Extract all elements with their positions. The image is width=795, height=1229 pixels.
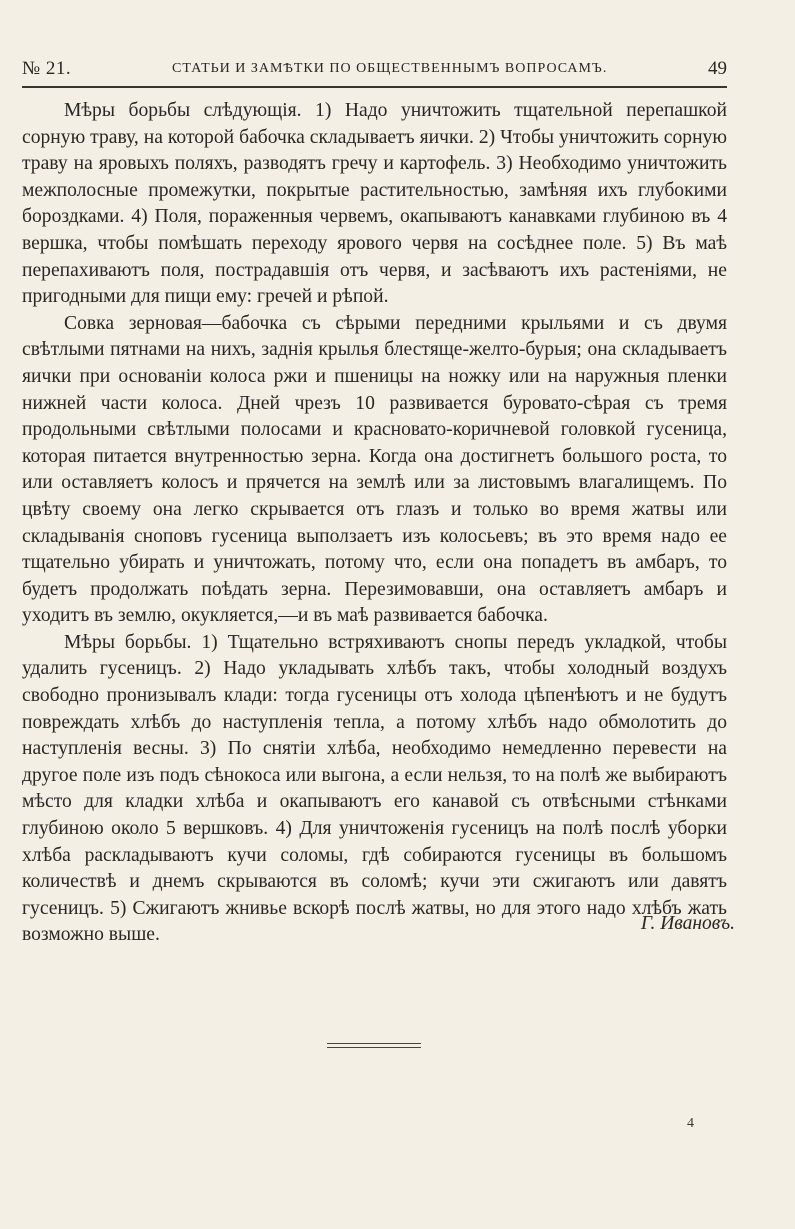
end-rule-bottom — [327, 1047, 421, 1048]
paragraph-grain-moth: Совка зерновая—бабочка съ сѣрыми передними крыльями и съ двумя свѣтлыми пятнами на нихъ, заднія крылья блестяще-желто-бурыя; она складываетъ яички при основаніи колоса ржи и пшеницы на ножку или на наружныя пленки нижней части колоса. Дней чрезъ 10 развивается буровато-сѣрая съ тремя продольными свѣтлыми полосами и красновато-коричневой головкой гусеница, которая питается внутренностью зерна. Когда она достигнетъ большого роста, то или оставляетъ колосъ и прячется на землѣ или за листовымъ влагалищемъ. По цвѣту своему она легко скрывается отъ глазъ и только во время жатвы или складыванія сноповъ гусеница выползаетъ изъ колосьевъ; въ это время надо ее тщательно убирать и уничтожать, потому что, если она попадетъ въ амбаръ, то будетъ продолжать поѣдать зерна. Перезимовавши, она оставляетъ амбаръ и уходитъ въ землю, окукляется,—и въ маѣ развивается бабочка. — [22, 312, 727, 627]
issue-number: № 21. — [22, 58, 72, 79]
sheet-signature-mark: 4 — [687, 1116, 694, 1131]
paragraph-control-measures-1: Мѣры борьбы слѣдующія. 1) Надо уничтожить тщательной перепашкой сорную траву, на которой бабочка складываетъ яички. 2) Чтобы уничтожить сорную траву на яровыхъ поляхъ, разводятъ гречу и картофель. 3) Необходимо уничтожить межполосные промежутки, покрытые растительностью, замѣняя ихъ глубокими бороздками. 4) Поля, пораженныя червемъ, окапываютъ канавками глубиною въ 4 вершка, чтобы помѣшать переходу ярового червя на сосѣднее поле. 5) Въ маѣ перепахиваютъ поля, пострадавшія отъ червя, и засѣваютъ ихъ растеніями, не пригодными для пищи ему: гречей и рѣпой. — [22, 100, 727, 308]
page-header — [22, 56, 727, 84]
header-rule — [22, 86, 727, 88]
article-body — [22, 98, 727, 949]
paragraph-control-measures-2: Мѣры борьбы. 1) Тщательно встряхиваютъ снопы передъ укладкой, чтобы удалить гусеницъ. 2) Надо укладывать хлѣбъ такъ, чтобы холодный воздухъ свободно пронизывалъ клади: тогда гусеницы отъ холода цѣпенѣютъ и не будутъ повреждать хлѣбъ до наступленія тепла, а потому хлѣбъ надо обмолотить до наступленія весны. 3) По снятіи хлѣба, необходимо немедленно перевести на другое поле изъ подъ сѣнокоса или выгона, а если нельзя, то на полѣ же выбираютъ мѣсто для кладки хлѣба и окапываютъ его канавой съ отвѣсными стѣнками глубиною около 5 вершковъ. 4) Для уничтоженія гусеницъ на полѣ послѣ уборки хлѣба раскладываютъ кучи соломы, гдѣ собираются гусеницы въ большомъ количествѣ и днемъ скрываются въ соломѣ; кучи эти сжигаютъ или давятъ гусеницъ. 5) Сжигаютъ жнивье вскорѣ послѣ жатвы, но для этого надо хлѣбъ жать возможно выше. — [22, 631, 727, 946]
running-title: СТАТЬИ И ЗАМѢТКИ ПО ОБЩЕСТВЕННЫМЪ ВОПРОСАМЪ. — [172, 61, 608, 76]
end-rule-top — [327, 1043, 421, 1044]
page-number: 49 — [708, 58, 727, 79]
author-signature: Г. Ивановъ. — [640, 913, 735, 934]
